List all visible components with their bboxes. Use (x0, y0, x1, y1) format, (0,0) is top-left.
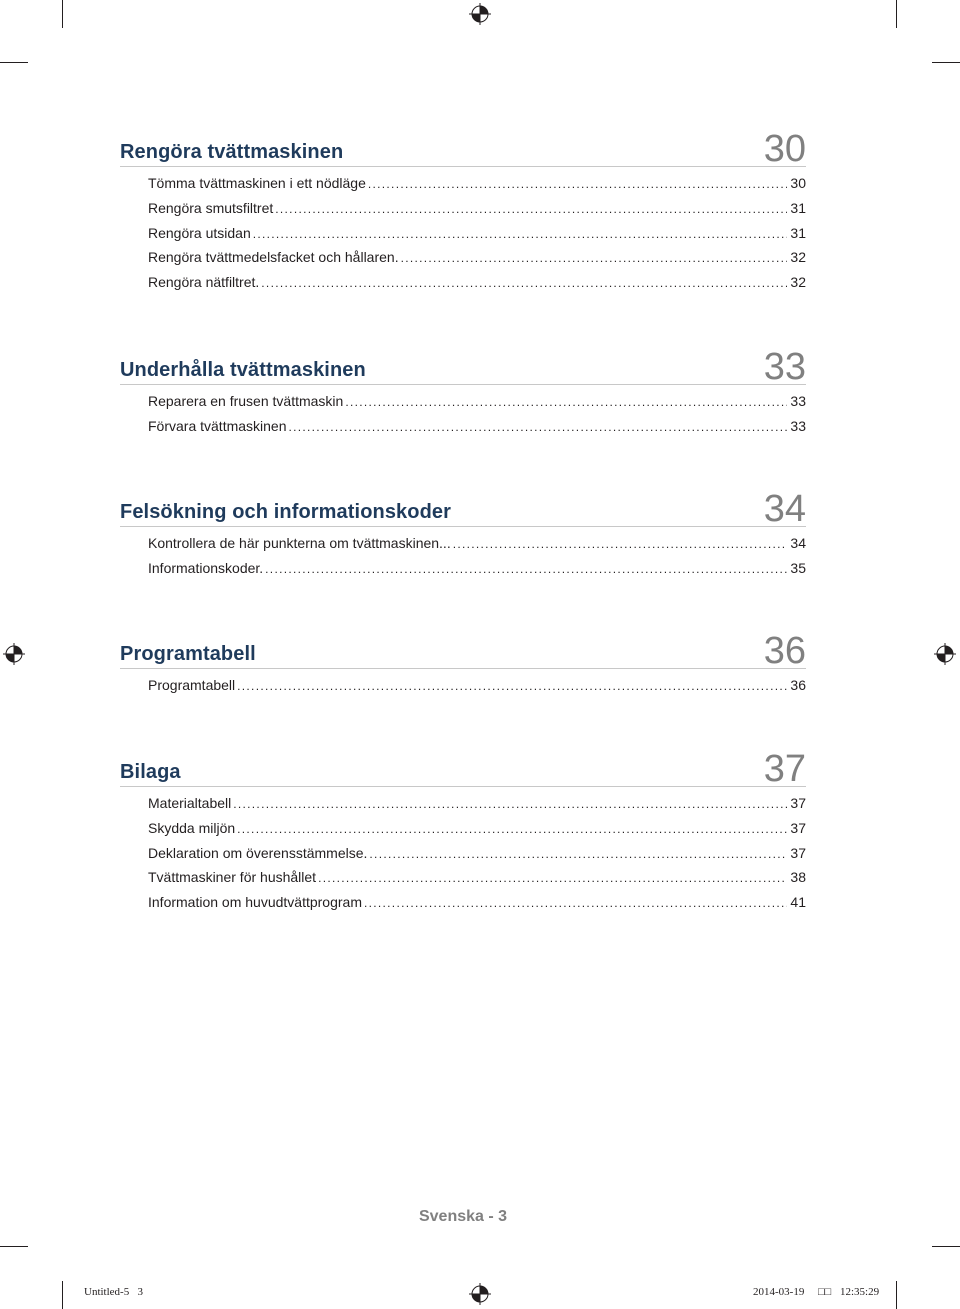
registration-mark-icon (3, 643, 25, 665)
section-page-number: 30 (763, 128, 806, 170)
toc-entry[interactable] (148, 894, 806, 919)
slug-garbled-text: □□ (818, 1286, 832, 1298)
toc-entry[interactable] (148, 393, 806, 418)
entry-page-number: 30 (790, 175, 806, 191)
entry-page-number: 32 (790, 274, 806, 291)
crop-mark-top-right-vertical (896, 0, 897, 28)
entry-list (120, 385, 806, 443)
section-page-number: 33 (763, 346, 806, 388)
dot-leader (275, 202, 787, 216)
toc-entry[interactable] (148, 200, 806, 225)
entry-page-number: 35 (790, 559, 806, 576)
dot-leader (261, 276, 787, 290)
entry-page-number: 34 (790, 535, 806, 551)
entry-page-number: 37 (790, 795, 806, 811)
toc-entry[interactable] (148, 249, 806, 274)
section-heading (120, 128, 806, 170)
toc-section (120, 748, 806, 919)
dot-leader (364, 896, 787, 910)
toc-entry[interactable] (148, 677, 806, 702)
crop-mark-top-right-horizontal (932, 62, 960, 63)
entry-label: Skydda miljön (148, 819, 236, 836)
section-heading (120, 748, 806, 790)
slug-filename: Untitled-5 3 (84, 1286, 143, 1298)
entry-page-number: 37 (790, 844, 806, 861)
toc-entry[interactable] (148, 418, 806, 443)
registration-mark-icon (469, 1283, 491, 1305)
dot-leader (253, 227, 788, 241)
crop-mark-bottom-right-vertical (896, 1281, 897, 1309)
entry-label: Tömma tvättmaskinen i ett nödläge (148, 175, 366, 191)
entry-label: Deklaration om överensstämmelse. (148, 844, 368, 861)
entry-page-number: 33 (790, 393, 806, 409)
crop-mark-bottom-left-horizontal (0, 1246, 28, 1247)
toc-entry[interactable] (148, 535, 806, 560)
toc-section (120, 346, 806, 443)
dot-leader (265, 562, 787, 576)
entry-label: Rengöra utsidan (148, 224, 251, 241)
section-title: Underhålla tvättmaskinen (120, 359, 366, 381)
dot-leader (237, 679, 787, 693)
entry-list (120, 167, 806, 299)
section-heading (120, 488, 806, 530)
dot-leader (318, 871, 787, 885)
entry-label: Programtabell (148, 677, 236, 693)
toc-entry[interactable] (148, 560, 806, 585)
toc-entry[interactable] (148, 175, 806, 200)
registration-mark-icon (469, 3, 491, 25)
crop-mark-top-left-vertical (62, 0, 63, 28)
toc-entry[interactable] (148, 869, 806, 894)
section-title: Programtabell (120, 643, 256, 665)
crop-mark-top-left-horizontal (0, 62, 28, 63)
entry-label: Tvättmaskiner för hushållet (148, 869, 317, 886)
section-page-number: 37 (763, 748, 806, 790)
section-title: Rengöra tvättmaskinen (120, 141, 344, 163)
dot-leader (453, 537, 788, 551)
toc-section (120, 488, 806, 585)
crop-mark-bottom-right-horizontal (932, 1246, 960, 1247)
toc-entry[interactable] (148, 225, 806, 250)
entry-label: Förvara tvättmaskinen (148, 417, 287, 434)
entry-page-number: 38 (790, 869, 806, 886)
entry-page-number: 31 (790, 199, 806, 216)
entry-label: Kontrollera de här punkterna om tvättmaskinen... (148, 535, 451, 551)
toc-entry[interactable] (148, 845, 806, 870)
registration-mark-icon (934, 643, 956, 665)
toc-section (120, 128, 806, 299)
dot-leader (233, 797, 787, 811)
dot-leader (368, 177, 788, 191)
section-page-number: 36 (763, 630, 806, 672)
entry-page-number: 32 (790, 249, 806, 266)
entry-label: Rengöra smutsfiltret (148, 199, 274, 216)
toc-entry[interactable] (148, 795, 806, 820)
slug-time: 12:35:29 (840, 1286, 880, 1298)
entry-list (120, 527, 806, 585)
entry-label: Information om huvudtvättprogram (148, 894, 362, 911)
entry-page-number: 36 (790, 677, 806, 693)
dot-leader (345, 395, 787, 409)
entry-page-number: 41 (790, 894, 806, 911)
dot-leader (401, 251, 788, 265)
entry-label: Reparera en frusen tvättmaskin (148, 393, 344, 409)
page-footer-language: Svenska - 3 (418, 1208, 508, 1225)
dot-leader (289, 420, 788, 434)
section-title: Bilaga (120, 761, 181, 783)
entry-label: Rengöra tvättmedelsfacket och hållaren. (148, 249, 399, 266)
section-heading (120, 630, 806, 672)
crop-mark-bottom-left-vertical (62, 1281, 63, 1309)
entry-label: Rengöra nätfiltret. (148, 274, 260, 291)
entry-list (120, 669, 806, 702)
entry-label: Materialtabell (148, 795, 232, 811)
section-heading (120, 346, 806, 388)
dot-leader (237, 822, 787, 836)
dot-leader (369, 847, 787, 861)
toc-entry[interactable] (148, 820, 806, 845)
slug-date: 2014-03-19 (753, 1286, 805, 1298)
section-page-number: 34 (763, 488, 806, 530)
section-title: Felsökning och informationskoder (120, 501, 452, 523)
toc-section (120, 630, 806, 702)
toc-entry[interactable] (148, 274, 806, 299)
entry-list (120, 787, 806, 919)
entry-label: Informationskoder. (148, 559, 264, 576)
entry-page-number: 33 (790, 417, 806, 434)
entry-page-number: 37 (790, 819, 806, 836)
entry-page-number: 31 (790, 224, 806, 241)
